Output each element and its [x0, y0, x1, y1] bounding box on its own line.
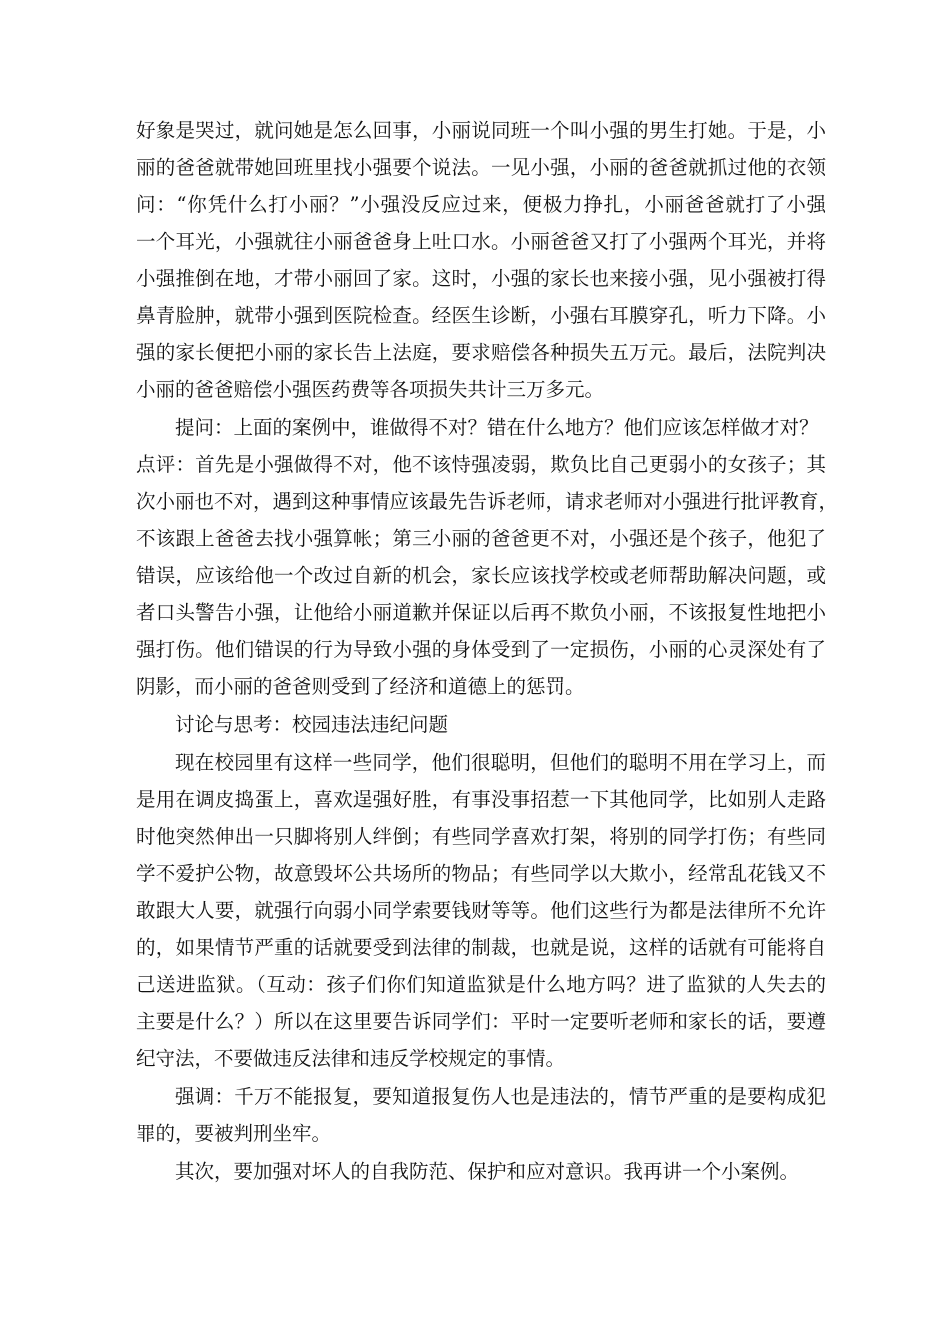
text-line: 强打伤。他们错误的行为导致小强的身体受到了一定损伤，小丽的心灵深处有了: [136, 638, 826, 661]
text-line: 错误，应该给他一个改过自新的机会，家长应该找学校或老师帮助解决问题，或: [136, 564, 826, 587]
text-line: 时他突然伸出一只脚将别人绊倒；有些同学喜欢打架，将别的同学打伤；有些同: [136, 825, 826, 848]
text-line: 的，如果情节严重的话就要受到法律的制裁，也就是说，这样的话就有可能将自: [136, 936, 826, 959]
text-line: 提问：上面的案例中，谁做得不对？错在什么地方？他们应该怎样做才对？: [175, 416, 819, 439]
section-heading: 讨论与思考：校园违法违纪问题: [175, 713, 449, 736]
text-line: 罪的，要被判刑坐牢。: [136, 1122, 332, 1145]
text-line: 现在校园里有这样一些同学，他们很聪明，但他们的聪明不用在学习上，而: [175, 751, 826, 774]
text-line: 问：“你凭什么打小丽？”小强没反应过来，便极力挣扎，小丽爸爸就打了小强: [136, 193, 826, 216]
text-line: 其次，要加强对坏人的自我防范、保护和应对意识。我再讲一个小案例。: [175, 1160, 800, 1183]
text-line: 敢跟大人要，就强行向弱小同学索要钱财等等。他们这些行为都是法律所不允许: [136, 899, 826, 922]
paragraph-emphasis: [136, 1078, 826, 1152]
paragraph-next-case-intro: [136, 1153, 826, 1190]
text-line: 学不爱护公物，故意毁坏公共场所的物品；有些同学以大欺小，经常乱花钱又不: [136, 862, 826, 885]
text-line: 一个耳光，小强就往小丽爸爸身上吐口水。小丽爸爸又打了小强两个耳光，并将: [136, 230, 826, 253]
document-page: [136, 112, 839, 1191]
text-line: 纪守法，不要做违反法律和违反学校规定的事情。: [136, 1047, 566, 1070]
text-line: 好象是哭过，就问她是怎么回事，小丽说同班一个叫小强的男生打她。于是，小: [136, 119, 826, 142]
text-line: 己送进监狱。（互动：孩子们你们知道监狱是什么地方吗？进了监狱的人失去的: [136, 973, 826, 996]
text-line: 阴影，而小丽的爸爸则受到了经济和道德上的惩罚。: [136, 675, 585, 698]
text-line: 不该跟上爸爸去找小强算帐；第三小丽的爸爸更不对，小强还是个孩子，他犯了: [136, 527, 826, 550]
paragraph-discussion-heading: [136, 706, 826, 743]
text-line: 小丽的爸爸赔偿小强医药费等各项损失共计三万多元。: [136, 378, 605, 401]
text-line: 主要是什么？）所以在这里要告诉同学们：平时一定要听老师和家长的话，要遵: [136, 1010, 826, 1033]
text-line: 鼻青脸肿，就带小强到医院检查。经医生诊断，小强右耳膜穿孔，听力下降。小: [136, 304, 826, 327]
text-line: 次小丽也不对，遇到这种事情应该最先告诉老师，请求老师对小强进行批评教育，: [136, 490, 839, 513]
paragraph-case-story: [136, 112, 826, 408]
text-line: 丽的爸爸就带她回班里找小强要个说法。一见小强，小丽的爸爸就抓过他的衣领: [136, 156, 826, 179]
text-line: 点评：首先是小强做得不对，他不该恃强凌弱，欺负比自己更弱小的女孩子；其: [136, 453, 826, 476]
paragraph-question-comment: [136, 409, 839, 705]
text-line: 强的家长便把小丽的家长告上法庭，要求赔偿各种损失五万元。最后，法院判决: [136, 341, 826, 364]
text-line: 强调：千万不能报复，要知道报复伤人也是违法的，情节严重的是要构成犯: [175, 1085, 826, 1108]
paragraph-discussion-body: [136, 744, 826, 1077]
text-line: 者口头警告小强，让他给小丽道歉并保证以后再不欺负小丽，不该报复性地把小: [136, 601, 826, 624]
text-line: 小强推倒在地，才带小丽回了家。这时，小强的家长也来接小强，见小强被打得: [136, 267, 826, 290]
text-line: 是用在调皮捣蛋上，喜欢逞强好胜，有事没事招惹一下其他同学，比如别人走路: [136, 788, 826, 811]
